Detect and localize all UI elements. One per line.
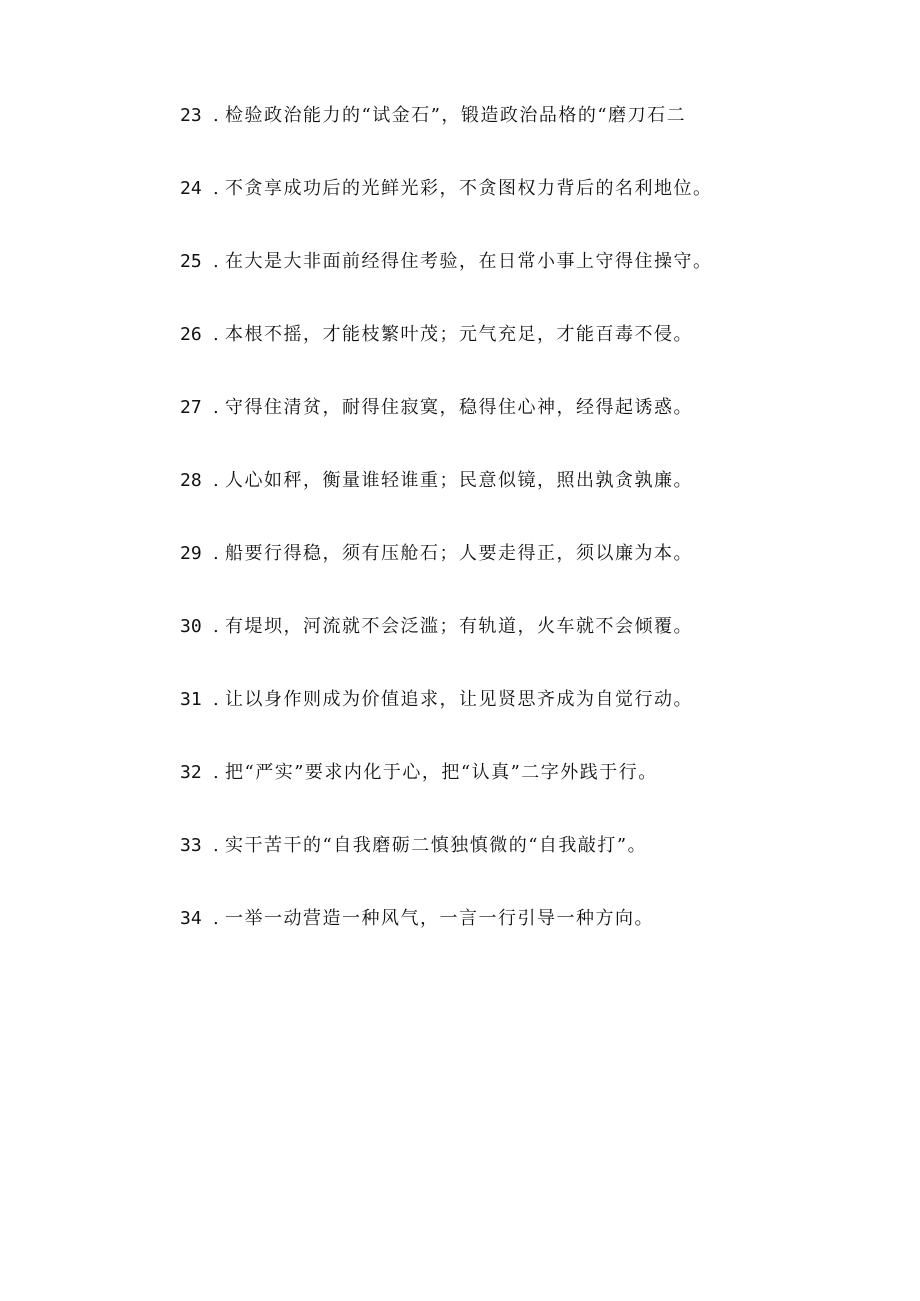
item-number: 34	[180, 908, 202, 929]
list-item	[180, 465, 800, 538]
list-item	[180, 173, 800, 246]
list-item	[180, 611, 800, 684]
item-text: 一举一动营造一种风气，一言一行引导一种方向。	[225, 908, 654, 929]
item-text: 让以身作则成为价值追求，让见贤思齐成为自觉行动。	[225, 689, 693, 710]
item-separator: .	[213, 543, 221, 564]
list-item	[180, 903, 800, 976]
item-separator: .	[213, 908, 221, 929]
item-separator: .	[213, 178, 221, 199]
item-separator: .	[213, 324, 221, 345]
item-text: 人心如秤，衡量谁轻谁重；民意似镜，照出孰贪孰廉。	[225, 470, 693, 491]
item-number: 29	[180, 543, 202, 564]
item-number: 24	[180, 178, 202, 199]
item-separator: .	[213, 689, 221, 710]
item-number: 23	[180, 105, 202, 126]
item-separator: .	[213, 397, 221, 418]
item-text: 本根不摇，才能枝繁叶茂；元气充足，才能百毒不侵。	[225, 324, 693, 345]
item-text: 船要行得稳，须有压舱石；人要走得正，须以廉为本。	[225, 543, 693, 564]
item-text: 不贪享成功后的光鲜光彩，不贪图权力背后的名利地位。	[225, 178, 713, 199]
item-text: 守得住清贫，耐得住寂寞，稳得住心神，经得起诱惑。	[225, 397, 693, 418]
list-item	[180, 830, 800, 903]
item-separator: .	[213, 470, 221, 491]
item-number: 32	[180, 762, 202, 783]
item-text: 实干苦干的“自我磨砺二慎独慎微的“自我敲打”。	[225, 835, 648, 856]
item-separator: .	[213, 616, 221, 637]
item-number: 26	[180, 324, 202, 345]
item-text: 有堤坝，河流就不会泛滥；有轨道，火车就不会倾覆。	[225, 616, 693, 637]
item-number: 33	[180, 835, 202, 856]
item-text: 把“严实”要求内化于心，把“认真”二字外践于行。	[225, 762, 658, 783]
item-number: 25	[180, 251, 202, 272]
list-item	[180, 684, 800, 757]
item-number: 31	[180, 689, 202, 710]
item-text: 在大是大非面前经得住考验，在日常小事上守得住操守。	[225, 251, 713, 272]
list-item	[180, 319, 800, 392]
item-number: 27	[180, 397, 202, 418]
item-separator: .	[213, 835, 221, 856]
quote-list	[180, 100, 800, 976]
item-separator: .	[213, 762, 221, 783]
item-separator: .	[213, 105, 221, 126]
item-separator: .	[213, 251, 221, 272]
list-item	[180, 246, 800, 319]
list-item	[180, 538, 800, 611]
item-number: 28	[180, 470, 202, 491]
list-item	[180, 100, 800, 173]
list-item	[180, 392, 800, 465]
item-text: 检验政治能力的“试金石”，锻造政治品格的“磨刀石二	[225, 105, 687, 126]
list-item	[180, 757, 800, 830]
item-number: 30	[180, 616, 202, 637]
